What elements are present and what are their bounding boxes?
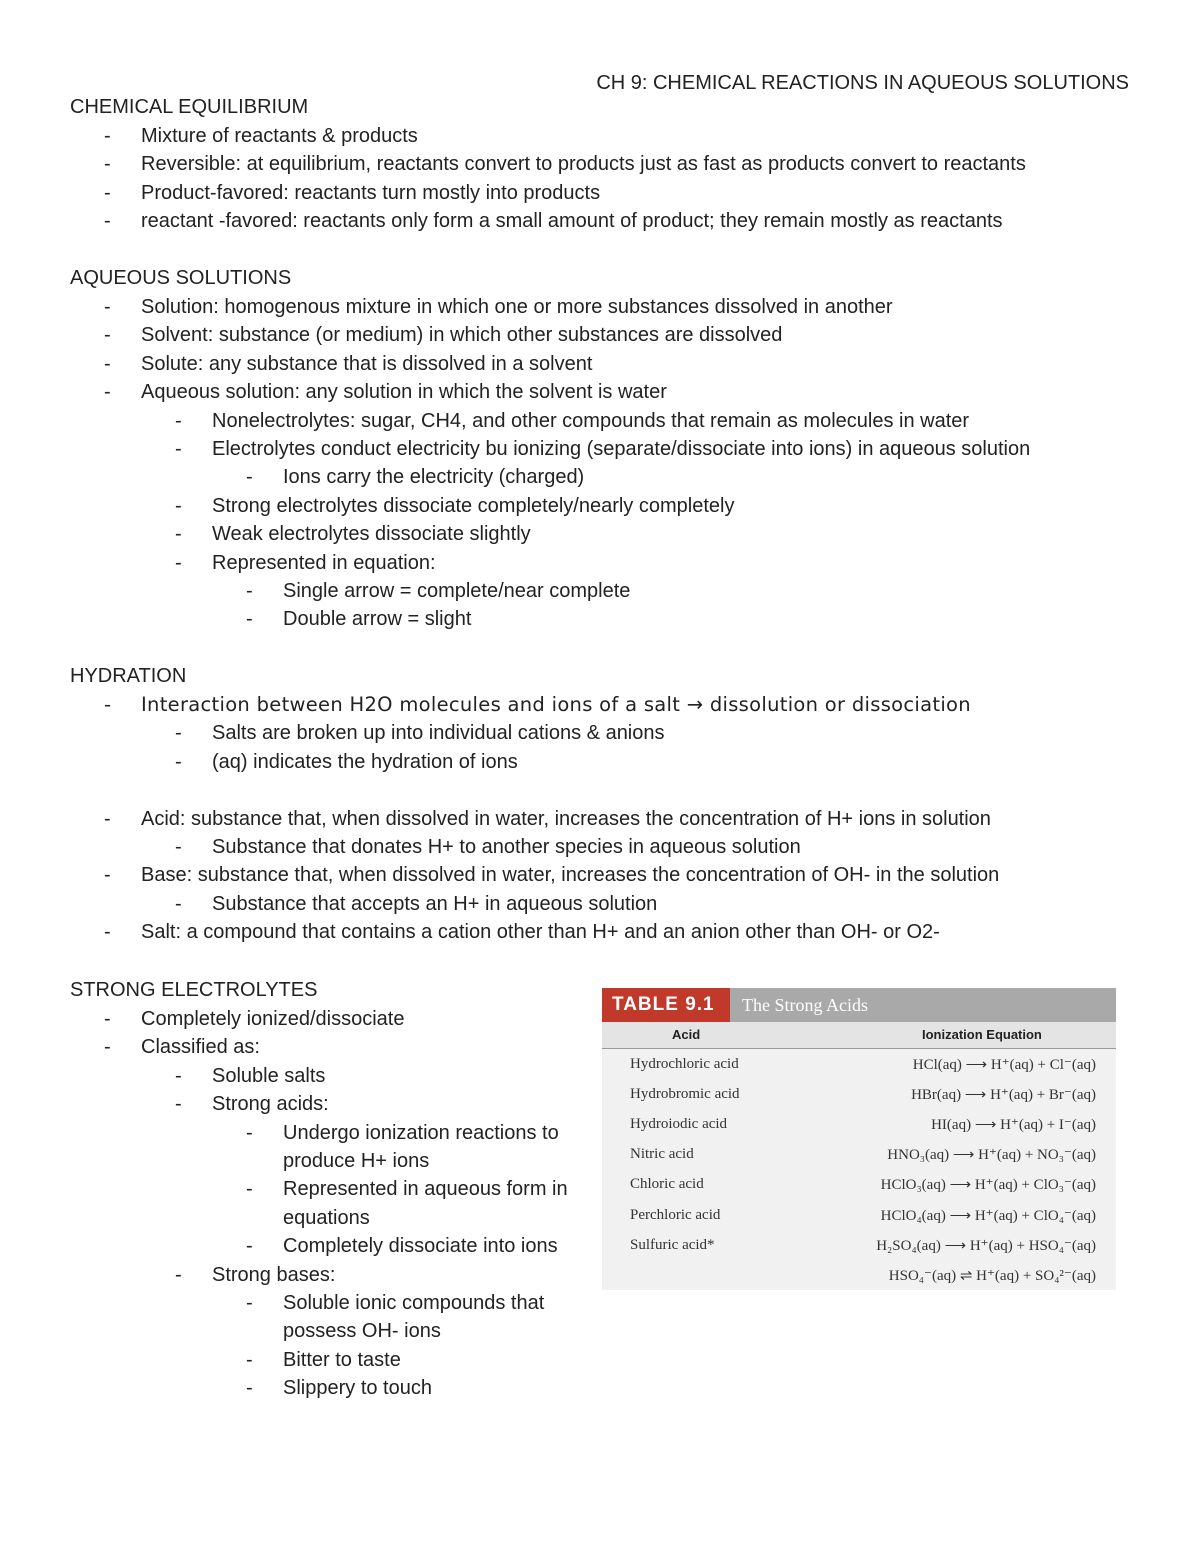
ionization-equation: H₂SO₄(aq) ⟶ H⁺(aq) + HSO₄⁻(aq) bbox=[876, 1237, 1096, 1254]
ionization-equation: HSO₄⁻(aq) ⇌ H⁺(aq) + SO₄²⁻(aq) bbox=[888, 1267, 1096, 1284]
list-item: - Soluble salts bbox=[175, 1064, 326, 1087]
acid-name: Chloric acid bbox=[630, 1176, 704, 1193]
table-row bbox=[602, 1170, 1116, 1200]
hydration-list bbox=[70, 691, 999, 947]
list-item: - Strong bases: bbox=[175, 1263, 336, 1286]
list-item: - Weak electrolytes dissociate slightly bbox=[175, 523, 531, 546]
ionization-equation: HI(aq) ⟶ H⁺(aq) + I⁻(aq) bbox=[931, 1116, 1096, 1133]
section-heading-hydration: HYDRATION bbox=[70, 665, 187, 687]
list-item: - Represented in equation: bbox=[175, 551, 436, 574]
list-item: - Product-favored: reactants turn mostly into products bbox=[104, 181, 601, 204]
list-item: - Reversible: at equilibrium, reactants convert to products just as fast as products convert to reactants bbox=[104, 153, 1026, 176]
list-item: - Slippery to touch bbox=[246, 1377, 432, 1400]
acid-name: Hydrochloric acid bbox=[630, 1055, 739, 1072]
list-item: - Represented in aqueous form in equations bbox=[246, 1178, 568, 1229]
ionization-equation: HNO₃(aq) ⟶ H⁺(aq) + NO₃⁻(aq) bbox=[887, 1147, 1096, 1164]
list-item: - Double arrow = slight bbox=[246, 608, 472, 631]
table-row bbox=[602, 1140, 1116, 1170]
table-title: The Strong Acids bbox=[730, 988, 1116, 1022]
list-item: - Completely dissociate into ions bbox=[246, 1235, 558, 1258]
column-header-equation: Ionization Equation bbox=[922, 1027, 1042, 1042]
table-row bbox=[602, 1230, 1116, 1260]
table-row bbox=[602, 1079, 1116, 1109]
table-label: TABLE 9.1 bbox=[602, 988, 730, 1022]
list-item: - Classified as: bbox=[104, 1036, 260, 1059]
acid-name: Perchloric acid bbox=[630, 1206, 721, 1223]
list-item: - reactant -favored: reactants only form a small amount of product; they remain mostly as reactants bbox=[104, 210, 1003, 233]
list-item: - Solute: any substance that is dissolved in a solvent bbox=[104, 352, 593, 375]
ionization-equation: HClO₃(aq) ⟶ H⁺(aq) + ClO₃⁻(aq) bbox=[880, 1177, 1096, 1194]
ionization-equation: HBr(aq) ⟶ H⁺(aq) + Br⁻(aq) bbox=[911, 1086, 1096, 1103]
ionization-equation: HClO₄(aq) ⟶ H⁺(aq) + ClO₄⁻(aq) bbox=[880, 1207, 1096, 1224]
table-row bbox=[602, 1200, 1116, 1230]
aqueous-list bbox=[70, 293, 1030, 634]
list-item: - Acid: substance that, when dissolved in water, increases the concentration of H+ ions in solution bbox=[104, 807, 991, 830]
section-heading-strong-electrolytes: STRONG ELECTROLYTES bbox=[70, 979, 318, 1001]
list-item: - Electrolytes conduct electricity bu ionizing (separate/dissociate into ions) in aqueous solution bbox=[175, 437, 1031, 460]
list-item: - Substance that accepts an H+ in aqueous solution bbox=[175, 892, 658, 915]
list-item: - Salt: a compound that contains a cation other than H+ and an anion other than OH- or O2- bbox=[104, 921, 940, 944]
section-heading-aqueous: AQUEOUS SOLUTIONS bbox=[70, 267, 292, 289]
list-item: - Single arrow = complete/near complete bbox=[246, 579, 631, 602]
section-heading-equilibrium: CHEMICAL EQUILIBRIUM bbox=[70, 96, 309, 118]
equilibrium-list bbox=[70, 122, 1026, 236]
list-item: - Solvent: substance (or medium) in which other substances are dissolved bbox=[104, 324, 783, 347]
strong-electrolytes-list bbox=[70, 1005, 590, 1403]
list-item: - Nonelectrolytes: sugar, CH4, and other compounds that remain as molecules in water bbox=[175, 409, 970, 432]
list-item: - Bitter to taste bbox=[246, 1348, 401, 1371]
strong-acids-table bbox=[602, 988, 1116, 1290]
table-column-headers bbox=[602, 1022, 1116, 1049]
page-title: CH 9: CHEMICAL REACTIONS IN AQUEOUS SOLUTIONS bbox=[596, 72, 1129, 94]
list-item: - Interaction between H2O molecules and ions of a salt → dissolution or dissociation bbox=[104, 693, 971, 716]
acid-name: Hydroiodic acid bbox=[630, 1115, 728, 1132]
list-spacer bbox=[70, 776, 999, 804]
table-header bbox=[602, 988, 1116, 1022]
list-item: - Base: substance that, when dissolved in water, increases the concentration of OH- in the solution bbox=[104, 864, 1000, 887]
table-row bbox=[602, 1109, 1116, 1139]
list-item: - Solution: homogenous mixture in which one or more substances dissolved in another bbox=[104, 296, 893, 318]
table-row bbox=[602, 1260, 1116, 1290]
list-item: - Strong acids: bbox=[175, 1093, 329, 1116]
list-item: - Completely ionized/dissociate bbox=[104, 1008, 405, 1030]
list-item: - Substance that donates H+ to another species in aqueous solution bbox=[175, 835, 801, 858]
acid-name: Nitric acid bbox=[630, 1146, 694, 1163]
ionization-equation: HCl(aq) ⟶ H⁺(aq) + Cl⁻(aq) bbox=[912, 1056, 1096, 1073]
table-row bbox=[602, 1049, 1116, 1079]
list-item: - Salts are broken up into individual cations & anions bbox=[175, 722, 665, 745]
table-body bbox=[602, 1049, 1116, 1291]
list-item: - Strong electrolytes dissociate completely/nearly completely bbox=[175, 494, 735, 517]
list-item: - Ions carry the electricity (charged) bbox=[246, 466, 585, 489]
list-item: - Soluble ionic compounds that possess OH- ions bbox=[246, 1291, 545, 1343]
acid-name: Hydrobromic acid bbox=[630, 1085, 740, 1102]
list-item: - (aq) indicates the hydration of ions bbox=[175, 750, 518, 773]
column-header-acid: Acid bbox=[672, 1027, 701, 1042]
list-item: - Undergo ionization reactions to produce H+ ions bbox=[246, 1121, 559, 1172]
acid-name: Sulfuric acid* bbox=[630, 1236, 715, 1253]
list-item: - Mixture of reactants & products bbox=[104, 125, 418, 147]
list-item: - Aqueous solution: any solution in which the solvent is water bbox=[104, 381, 667, 404]
